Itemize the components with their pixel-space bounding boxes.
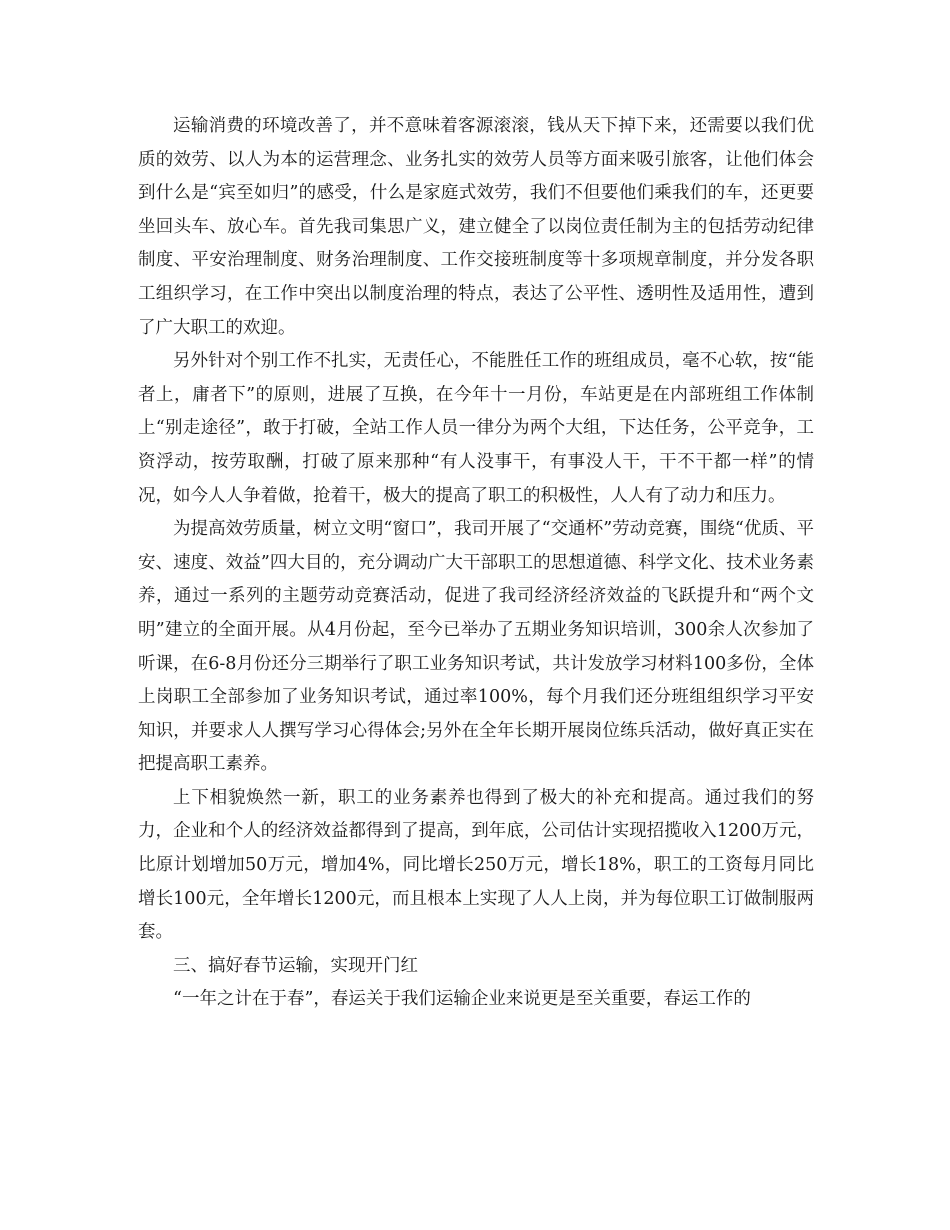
paragraph-economic-results: 上下相貌焕然一新，职工的业务素养也得到了极大的补充和提高。通过我们的努力，企业和个人的经济效益都得到了提高，到年底，公司估计实现招揽收入1200万元，比原计划增加50万元，增加4%，同比增长250万元，增长18%，职工的工资每月同比增长100元，全年增长1200元，而且根本上实现了人人上岗，并为每位职工订做制服两套。: [138, 787, 814, 943]
paragraph-team-reform: 另外针对个别工作不扎实，无责任心，不能胜任工作的班组成员，毫不心软，按“能者上，庸者下”的原则，进展了互换，在今年十一月份，车站更是在内部班组工作体制上“别走途径”，敢于打破，全站工作人员一律分为两个大组，下达任务，公平竞争，工资浮动，按劳取酬，打破了原来那种“有人没事干，有事没人干，干不干都一样”的情况，如今人人争着做，抢着干，极大的提高了职工的积极性，人人有了动力和压力。: [138, 351, 814, 506]
document-body: [138, 110, 814, 1017]
paragraph-labor-competition: 为提高效劳质量，树立文明“窗口”，我司开展了“交通杯”劳动竞赛，围绕“优质、平安、速度、效益”四大目的，充分调动广大干部职工的思想道德、科学文化、技术业务素养，通过一系列的主题劳动竞赛活动，促进了我司经济经济效益的飞跃提升和“两个文明”建立的全面开展。从4月份起，至今已举办了五期业务知识培训，300余人次参加了听课，在6-8月份还分三期举行了职工业务知识考试，共计发放学习材料100多份，全体上岗职工全部参加了业务知识考试，通过率100%，每个月我们还分班组组织学习平安知识，并要求人人撰写学习心得体会;另外在全年长期开展岗位练兵活动，做好真正实在把提高职工素养。: [138, 519, 814, 775]
section-heading-spring-transport: 三、搞好春节运输，实现开门红: [173, 955, 418, 976]
paragraph-service-environment: 运输消费的环境改善了，并不意味着客源滚滚，钱从天下掉下来，还需要以我们优质的效劳、以人为本的运营理念、业务扎实的效劳人员等方面来吸引旅客，让他们体会到什么是“宾至如归”的感受，什么是家庭式效劳，我们不但要他们乘我们的车，还更要坐回头车、放心车。首先我司集思广义，建立健全了以岗位责任制为主的包括劳动纪律制度、平安治理制度、财务治理制度、工作交接班制度等十多项规章制度，并分发各职工组织学习，在工作中突出以制度治理的特点，表达了公平性、透明性及适用性，遭到了广大职工的欢迎。: [138, 116, 814, 338]
paragraph-spring-transport: “一年之计在于春”，春运关于我们运输企业来说更是至关重要，春运工作的: [173, 989, 751, 1010]
